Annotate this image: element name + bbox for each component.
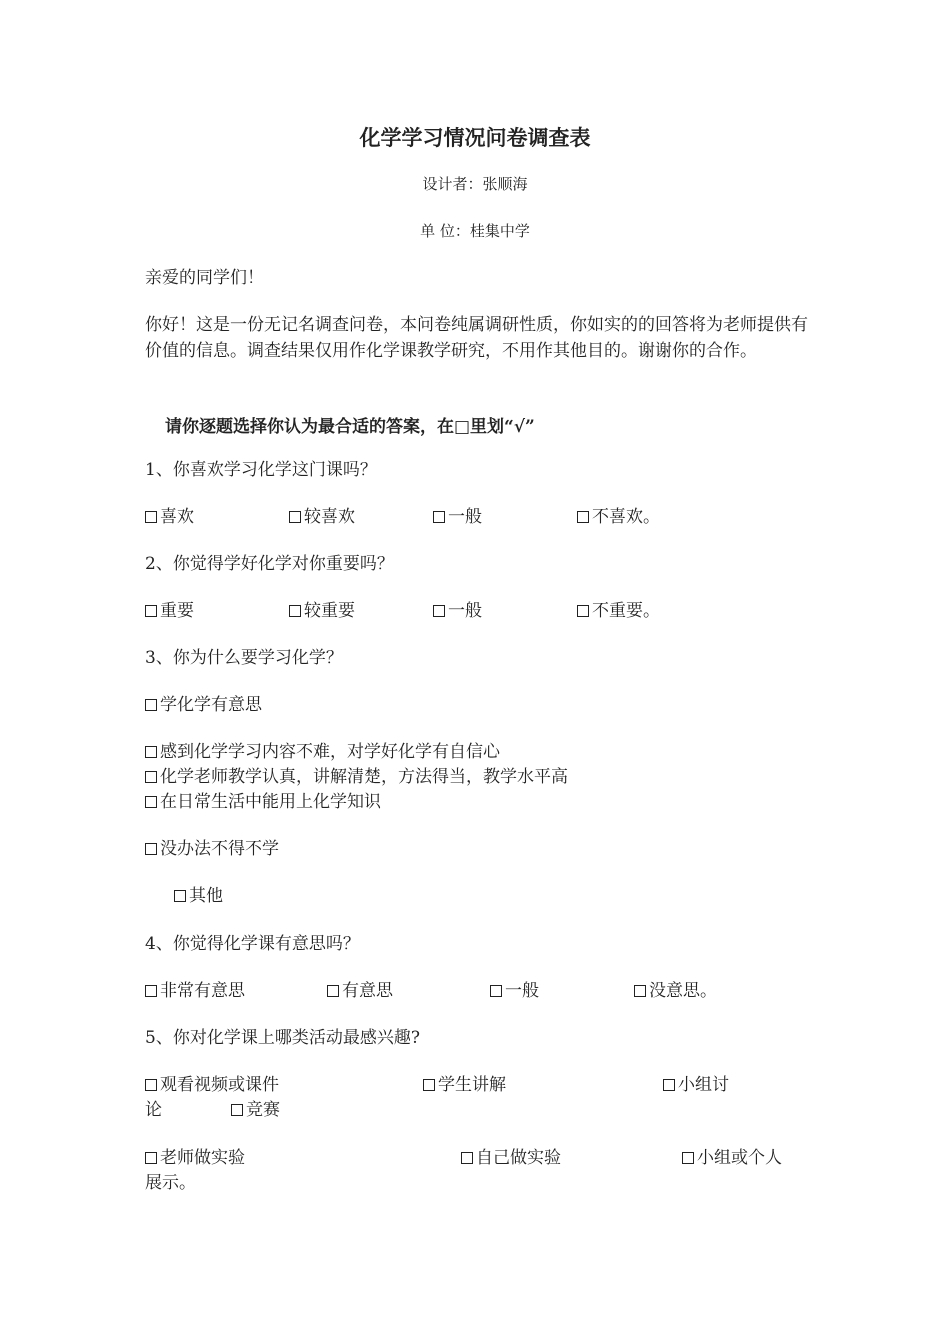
q5-option-4[interactable]: 竞赛 (231, 1098, 280, 1123)
q3-option-5[interactable]: 没办法不得不学 (145, 837, 279, 862)
question-2: 2、你觉得学好化学对你重要吗？ (145, 554, 394, 574)
checkbox[interactable] (423, 1079, 435, 1091)
q2-option-4[interactable]: 不重要。 (577, 599, 660, 624)
checkbox[interactable] (682, 1152, 694, 1164)
q5-option-3[interactable]: 小组讨 (663, 1073, 729, 1098)
q1-option-2[interactable]: 较喜欢 (289, 505, 355, 530)
q5-option-2[interactable]: 学生讲解 (423, 1073, 506, 1098)
checkbox[interactable] (145, 843, 157, 855)
checkbox[interactable] (145, 771, 157, 783)
q4-option-3[interactable]: 一般 (490, 979, 539, 1004)
checkbox[interactable] (145, 511, 157, 523)
q3-option-1[interactable]: 学化学有意思 (145, 693, 262, 718)
q2-option-1[interactable]: 重要 (145, 599, 194, 624)
checkbox[interactable] (145, 985, 157, 997)
q1-option-3[interactable]: 一般 (433, 505, 482, 530)
checkbox[interactable] (174, 890, 186, 902)
q5-option-3-continued: 论 (145, 1100, 162, 1120)
q3-option-6[interactable]: 其他 (174, 884, 223, 909)
q2-option-2[interactable]: 较重要 (289, 599, 355, 624)
q5-option-7[interactable]: 小组或个人 (682, 1146, 782, 1171)
checkbox[interactable] (634, 985, 646, 997)
checkbox[interactable] (145, 605, 157, 617)
checkbox[interactable] (289, 511, 301, 523)
checkbox[interactable] (577, 605, 589, 617)
checkbox[interactable] (433, 605, 445, 617)
checkbox[interactable] (663, 1079, 675, 1091)
checkbox[interactable] (433, 511, 445, 523)
q5-option-6[interactable]: 自己做实验 (461, 1146, 561, 1171)
q3-option-2[interactable]: 感到化学学习内容不难，对学好化学有自信心 (145, 740, 500, 765)
question-1: 1、你喜欢学习化学这门课吗？ (145, 460, 377, 480)
checkbox[interactable] (145, 699, 157, 711)
question-3: 3、你为什么要学习化学？ (145, 648, 343, 668)
instruction: 请你逐题选择你认为最合适的答案，在□里划“√” (165, 417, 535, 437)
intro-paragraph: 你好！这是一份无记名调查问卷，本问卷纯属调研性质，你如实的的回答将为老师提供有价值的信息。调查结果仅用作化学课教学研究，不用作其他目的。谢谢你的合作。 (145, 315, 808, 361)
checkbox[interactable] (145, 746, 157, 758)
q1-option-4[interactable]: 不喜欢。 (577, 505, 660, 530)
checkbox[interactable] (577, 511, 589, 523)
question-5: 5、你对化学课上哪类活动最感兴趣? (145, 1028, 420, 1048)
checkbox[interactable] (145, 1079, 157, 1091)
question-4: 4、你觉得化学课有意思吗？ (145, 934, 360, 954)
unit-line: 单 位：桂集中学 (420, 222, 530, 240)
checkbox[interactable] (145, 796, 157, 808)
greeting: 亲爱的同学们！ (145, 268, 264, 288)
checkbox[interactable] (490, 985, 502, 997)
q3-option-3[interactable]: 化学老师教学认真，讲解清楚，方法得当，教学水平高 (145, 765, 568, 790)
q5-option-7-continued: 展示。 (145, 1173, 196, 1193)
q5-option-5[interactable]: 老师做实验 (145, 1146, 245, 1171)
q3-option-4[interactable]: 在日常生活中能用上化学知识 (145, 790, 381, 815)
checkbox[interactable] (289, 605, 301, 617)
checkbox[interactable] (327, 985, 339, 997)
q4-option-1[interactable]: 非常有意思 (145, 979, 245, 1004)
checkbox[interactable] (145, 1152, 157, 1164)
checkbox[interactable] (231, 1104, 243, 1116)
q1-option-1[interactable]: 喜欢 (145, 505, 194, 530)
q4-option-4[interactable]: 没意思。 (634, 979, 717, 1004)
q5-option-1[interactable]: 观看视频或课件 (145, 1073, 279, 1098)
designer-line: 设计者：张顺海 (422, 175, 528, 193)
q4-option-2[interactable]: 有意思 (327, 979, 393, 1004)
page-title: 化学学习情况问卷调查表 (359, 125, 591, 150)
checkbox[interactable] (461, 1152, 473, 1164)
q2-option-3[interactable]: 一般 (433, 599, 482, 624)
